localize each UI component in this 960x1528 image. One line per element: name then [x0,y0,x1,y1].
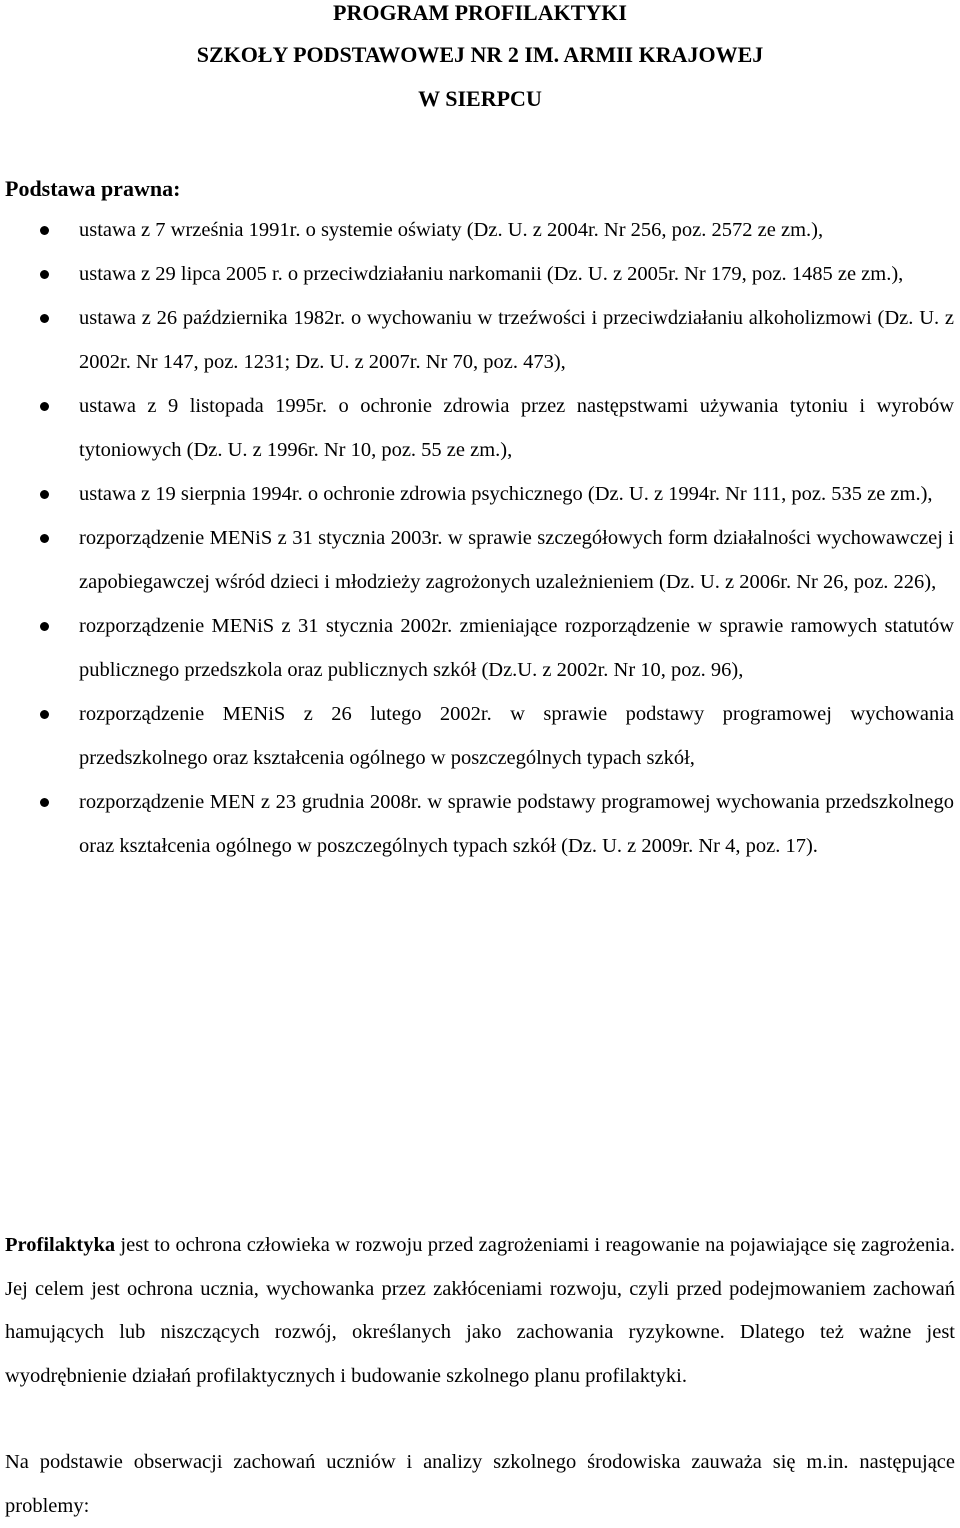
legal-basis-item [0,780,960,868]
legal-basis-item-text: ustawa z 7 września 1991r. o systemie oświaty (Dz. U. z 2004r. Nr 256, poz. 2572 ze zm.), [79,219,824,241]
legal-basis-item [0,384,960,472]
legal-basis-item-text: rozporządzenie MENiS z 26 lutego 2002r. w sprawie podstawy programowej wychowania przedszkolnego oraz kształcenia ogólnego w poszczególnych typach szkół, [79,703,954,769]
legal-basis-heading: Podstawa prawna: [5,176,181,201]
document-title-line-1: PROGRAM PROFILAKTYKI [333,0,627,25]
definition-paragraph [5,1224,955,1398]
bullet-icon [40,622,49,631]
observations-paragraph: Na podstawie obserwacji zachowań uczniów i analizy szkolnego środowiska zauważa się m.in. następujące problemy: [5,1451,955,1517]
bullet-icon [40,798,49,807]
legal-basis-item [0,296,960,384]
definition-term: Profilaktyka [5,1234,116,1256]
bullet-icon [40,490,49,499]
document-title-line-3: W SIERPCU [418,86,542,111]
legal-basis-item-text: rozporządzenie MENiS z 31 stycznia 2002r. zmieniające rozporządzenie w sprawie ramowych statutów publicznego przedszkola oraz publicznych szkół (Dz.U. z 2002r. Nr 10, poz. 96), [79,615,954,681]
document-title-line-2: SZKOŁY PODSTAWOWEJ NR 2 IM. ARMII KRAJOWEJ [196,42,764,67]
legal-basis-item-text: ustawa z 29 lipca 2005 r. o przeciwdziałaniu narkomanii (Dz. U. z 2005r. Nr 179, poz. 1485 ze zm.), [79,263,904,285]
legal-basis-item [0,472,960,516]
legal-basis-item [0,516,960,604]
definition-text: jest to ochrona człowieka w rozwoju przed zagrożeniami i reagowanie na pojawiające się zagrożenia. Jej celem jest ochrona ucznia, wychowanka przez zakłóceniami rozwoju, czyli przed podejmowaniem zachowań hamujących lub niszczących rozwój, określanych jako zachowania ryzykowne. Dlatego też ważne jest wyodrębnienie działań profilaktycznych i budowanie szkolnego planu profilaktyki. [5,1234,955,1387]
bullet-icon [40,402,49,411]
legal-basis-item [0,604,960,692]
bullet-icon [40,314,49,323]
bullet-icon [40,534,49,543]
legal-basis-item-text: ustawa z 9 listopada 1995r. o ochronie zdrowia przez następstwami używania tytoniu i wyrobów tytoniowych (Dz. U. z 1996r. Nr 10, poz. 55 ze zm.), [79,395,954,461]
legal-basis-list [0,208,960,868]
bullet-icon [40,710,49,719]
legal-basis-item-text: ustawa z 19 sierpnia 1994r. o ochronie zdrowia psychicznego (Dz. U. z 1994r. Nr 111, poz. 535 ze zm.), [79,483,933,505]
bullet-icon [40,270,49,279]
legal-basis-item-text: ustawa z 26 października 1982r. o wychowaniu w trzeźwości i przeciwdziałaniu alkoholizmowi (Dz. U. z 2002r. Nr 147, poz. 1231; Dz. U. z 2007r. Nr 70, poz. 473), [79,307,954,373]
legal-basis-item-text: rozporządzenie MENiS z 31 stycznia 2003r. w sprawie szczegółowych form działalności wychowawczej i zapobiegawczej wśród dzieci i młodzieży zagrożonych uzależnieniem (Dz. U. z 2006r. Nr 26, poz. 226), [79,527,954,593]
legal-basis-item [0,692,960,780]
legal-basis-item [0,208,960,252]
legal-basis-item-text: rozporządzenie MEN z 23 grudnia 2008r. w sprawie podstawy programowej wychowania przedszkolnego oraz kształcenia ogólnego w poszczególnych typach szkół (Dz. U. z 2009r. Nr 4, poz. 17). [79,791,954,857]
legal-basis-item [0,252,960,296]
bullet-icon [40,226,49,235]
